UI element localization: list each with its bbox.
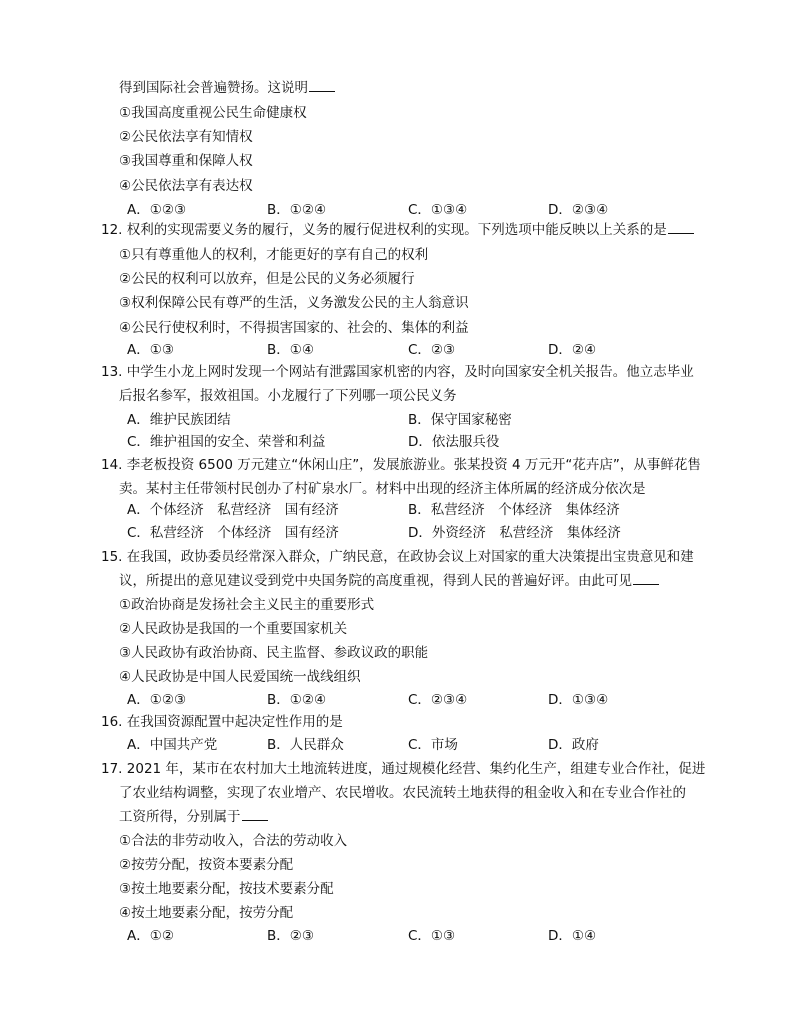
q11-option-2 [0, 125, 794, 149]
choice-c: C．私营经济 个体经济 国有经济 [127, 525, 339, 541]
q11-option-3 [0, 149, 794, 173]
choice-b: B．①②④ [267, 692, 327, 708]
q16-stem-text: 16. 在我国资源配置中起决定性作用的是 [101, 714, 343, 730]
q17-stem-text: 17. 2021 年，某市在农村加大土地流转进度，通过规模化经营、集约化生产，组建专业合作社，促进 [101, 761, 706, 777]
statement: ②人民政协是我国的一个重要国家机关 [119, 621, 348, 637]
statement: ④按土地要素分配，按劳分配 [119, 905, 294, 921]
q15-option-1 [0, 593, 794, 617]
q14-stem-text: 14. 李老板投资 6500 万元建立“休闲山庄”，发展旅游业。张某投资 4 万元开“花卉店”，从事鲜花售 [101, 457, 701, 473]
statement: ①只有尊重他人的权利，才能更好的享有自己的权利 [119, 247, 429, 263]
statement: ④公民行使权利时，不得损害国家的、社会的、集体的利益 [119, 320, 469, 336]
q12-option-1 [0, 243, 794, 267]
q14-stem [0, 453, 794, 477]
choice-a: A．①③ [127, 342, 174, 358]
choice-b: B．①②④ [267, 202, 327, 218]
statement: ④公民依法享有表达权 [119, 178, 253, 194]
q13-stem-text-2: 后报名参军，报效祖国。小龙履行了下列哪一项公民义务 [119, 388, 457, 404]
q15-option-3 [0, 641, 794, 665]
answer-blank [668, 218, 694, 234]
choice-c: C．市场 [408, 737, 458, 753]
choice-b: B．①④ [267, 342, 314, 358]
choice-a: A．①②③ [127, 202, 187, 218]
q12-choices [0, 338, 794, 362]
statement: ③按土地要素分配，按技术要素分配 [119, 881, 334, 897]
q15-stem [0, 545, 794, 569]
answer-blank [242, 805, 268, 821]
q11-option-4 [0, 174, 794, 198]
q11-option-1 [0, 101, 794, 125]
q15-stem-text-2: 议，所提出的意见建议受到党中央国务院的高度重视，得到人民的普遍好评。由此可见 [119, 573, 632, 589]
choice-a: A．①②③ [127, 692, 187, 708]
q17-stem-text-2: 了农业结构调整，实现了农业增产、农民增收。农民流转土地获得的租金收入和在专业合作社的 [119, 785, 686, 801]
choice-b: B．人民群众 [267, 737, 344, 753]
q12-option-4 [0, 316, 794, 340]
q13-choices-row1 [0, 408, 794, 432]
q14-choices-row2 [0, 521, 794, 545]
choice-d: D．②④ [548, 342, 597, 358]
q11-stem-text: 得到国际社会普遍赞扬。这说明 [119, 80, 308, 96]
choice-d: D．①④ [548, 928, 597, 944]
statement: ②公民依法享有知情权 [119, 129, 253, 145]
answer-blank [633, 569, 659, 585]
q17-stem-cont-2 [0, 805, 794, 829]
q17-option-2 [0, 853, 794, 877]
q13-choices-row2 [0, 430, 794, 454]
q15-option-4 [0, 665, 794, 689]
q15-option-2 [0, 617, 794, 641]
choice-c: C．②③ [408, 342, 456, 358]
statement: ①政治协商是发扬社会主义民主的重要形式 [119, 597, 375, 613]
q17-option-1 [0, 829, 794, 853]
statement: ③我国尊重和保障人权 [119, 153, 253, 169]
q12-stem [0, 218, 794, 242]
choice-c: C．维护祖国的安全、荣誉和利益 [127, 434, 326, 450]
q14-choices-row1 [0, 498, 794, 522]
statement: ②公民的权利可以放弃，但是公民的义务必须履行 [119, 271, 415, 287]
choice-d: D．政府 [548, 737, 599, 753]
q12-option-2 [0, 267, 794, 291]
q15-choices [0, 688, 794, 712]
q16-stem [0, 710, 794, 734]
statement: ①合法的非劳动收入，合法的劳动收入 [119, 833, 348, 849]
q12-option-3 [0, 291, 794, 315]
q17-choices [0, 924, 794, 948]
q13-stem-cont [0, 384, 794, 408]
choice-b: B．私营经济 个体经济 集体经济 [408, 502, 620, 518]
choice-c: C．①③ [408, 928, 456, 944]
q14-stem-text-2: 卖。某村主任带领村民创办了村矿泉水厂。材料中出现的经济主体所属的经济成分依次是 [119, 481, 646, 497]
statement: ③人民政协有政治协商、民主监督、参政议政的职能 [119, 645, 429, 661]
choice-a: A．维护民族团结 [127, 412, 231, 428]
choice-b: B．保守国家秘密 [408, 412, 512, 428]
q17-option-3 [0, 877, 794, 901]
choice-a: A．中国共产党 [127, 737, 218, 753]
q15-stem-text: 15. 在我国，政协委员经常深入群众，广纳民意，在政协会议上对国家的重大决策提出宝贵意见和建 [101, 549, 694, 565]
choice-b: B．②③ [267, 928, 314, 944]
q13-stem [0, 360, 794, 384]
statement: ④人民政协是中国人民爱国统一战线组织 [119, 669, 361, 685]
choice-d: D．②③④ [548, 202, 609, 218]
statement: ③权利保障公民有尊严的生活，义务激发公民的主人翁意识 [119, 295, 469, 311]
q15-stem-cont [0, 569, 794, 593]
q12-stem-text: 12. 权利的实现需要义务的履行，义务的履行促进权利的实现。下列选项中能反映以上关系的是 [101, 222, 667, 238]
q16-choices [0, 733, 794, 757]
choice-d: D．外资经济 私营经济 集体经济 [408, 525, 621, 541]
statement: ②按劳分配，按资本要素分配 [119, 857, 294, 873]
choice-d: D．①③④ [548, 692, 609, 708]
q17-stem-text-3: 工资所得，分别属于 [119, 809, 241, 825]
q17-option-4 [0, 901, 794, 925]
q11-stem-cont [0, 76, 794, 100]
q17-stem [0, 757, 794, 781]
choice-d: D．依法服兵役 [408, 434, 500, 450]
choice-c: C．②③④ [408, 692, 468, 708]
choice-a: A．①② [127, 928, 174, 944]
choice-a: A．个体经济 私营经济 国有经济 [127, 502, 339, 518]
answer-blank [309, 76, 335, 92]
q17-stem-cont [0, 781, 794, 805]
q13-stem-text: 13. 中学生小龙上网时发现一个网站有泄露国家机密的内容，及时向国家安全机关报告。他立志毕业 [101, 364, 694, 380]
statement: ①我国高度重视公民生命健康权 [119, 105, 307, 121]
choice-c: C．①③④ [408, 202, 468, 218]
